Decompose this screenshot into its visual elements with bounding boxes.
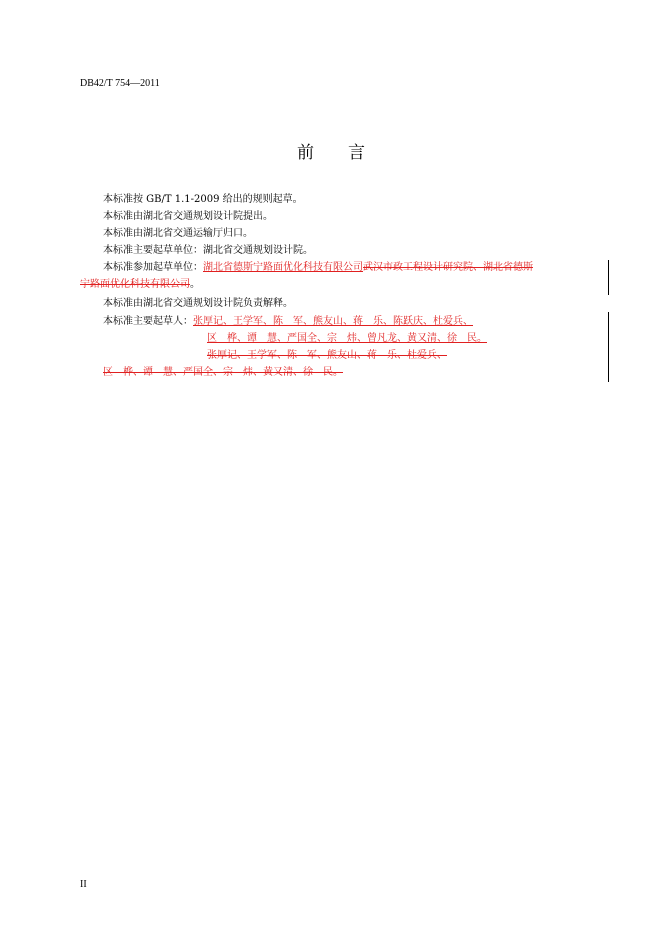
paragraph-main-drafting-unit: 本标准主要起草单位：湖北省交通规划设计院。 — [103, 245, 313, 256]
deleted-drafters-1: 张厚记、王学军、陈 军、熊友山、蒋 乐、杜爱兵、 — [207, 350, 447, 361]
paragraph-main-drafters-line2 — [207, 333, 487, 345]
main-drafters-label: 本标准主要起草人： — [103, 316, 193, 327]
deleted-unit-text-1: 武汉市政工程设计研究院、湖北省德斯 — [363, 262, 533, 273]
page-number: II — [80, 879, 87, 890]
inserted-drafters-1: 张厚记、王学军、陈 军、熊友山、蒋 乐、陈跃庆、杜爱兵、 — [193, 316, 473, 327]
paragraph-proposer: 本标准由湖北省交通规划设计院提出。 — [103, 211, 273, 222]
participating-units-label: 本标准参加起草单位： — [103, 262, 203, 273]
document-code: DB42/T 754—2011 — [80, 78, 160, 89]
deleted-unit-text-2: 宁路面优化科技有限公司 — [80, 279, 190, 290]
participating-units-period: 。 — [190, 279, 200, 290]
paragraph-interpretation: 本标准由湖北省交通规划设计院负责解释。 — [103, 298, 293, 309]
page-title: 前言 — [297, 143, 399, 163]
paragraph-participating-units — [103, 262, 533, 274]
deleted-drafters-2: 区 桦、谭 慧、严国全、宗 炜、黄又清、徐 民。 — [103, 367, 343, 378]
change-bar — [608, 312, 609, 382]
paragraph-main-drafters-line3 — [207, 350, 447, 362]
inserted-unit-text: 湖北省德斯宁路面优化科技有限公司 — [203, 262, 363, 273]
paragraph-main-drafters-line4 — [103, 367, 343, 379]
paragraph-administrator: 本标准由湖北省交通运输厅归口。 — [103, 228, 253, 239]
paragraph-main-drafters — [103, 316, 473, 328]
paragraph-participating-units-continued — [80, 279, 200, 291]
change-bar — [608, 260, 609, 295]
paragraph-drafting-rules: 本标准按 GB/T 1.1-2009 给出的规则起草。 — [103, 194, 303, 205]
inserted-drafters-2: 区 桦、谭 慧、严国全、宗 炜、曾凡龙、黄又清、徐 民。 — [207, 333, 487, 344]
